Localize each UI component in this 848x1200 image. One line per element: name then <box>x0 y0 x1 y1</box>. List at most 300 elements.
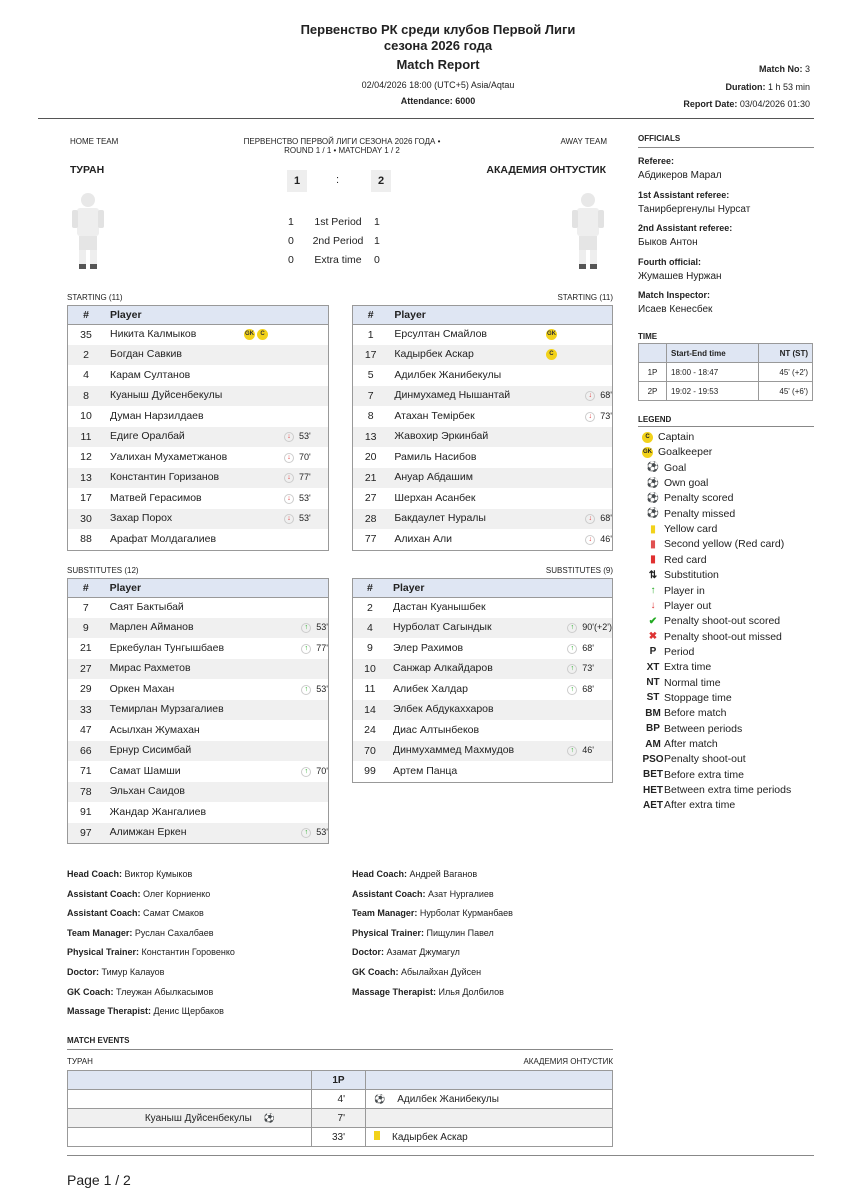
col-number: # <box>353 579 387 597</box>
sub-minute: 53' <box>299 492 311 503</box>
period-label: Extra time <box>314 253 362 266</box>
staff-row <box>352 967 481 977</box>
player-row <box>68 720 328 741</box>
captain-icon: C <box>546 349 557 360</box>
abbrev-label: ST <box>646 692 660 704</box>
player-number: 21 <box>79 642 92 655</box>
staff-row <box>67 987 213 997</box>
player-name: Саят Бактыбай <box>109 601 184 613</box>
staff-row <box>67 869 192 879</box>
player-in-icon: ↑ <box>301 685 311 695</box>
legend-label: Before match <box>664 707 727 720</box>
events-divider <box>67 1049 613 1050</box>
legend-label: Player out <box>664 599 712 612</box>
col-number: # <box>353 306 388 324</box>
player-name: Богдан Савкив <box>104 345 244 366</box>
player-row <box>353 529 612 550</box>
officials-title: OFFICIALS <box>638 134 681 143</box>
events-away-team: АКАДЕМИЯ ОНТУСТИК <box>523 1057 613 1066</box>
legend-divider <box>638 426 814 427</box>
period-home-score: 0 <box>288 234 294 247</box>
staff-name: Олег Корниенко <box>140 888 211 899</box>
legend-item <box>642 538 784 550</box>
player-name: Арафат Молдагалиев <box>110 532 217 545</box>
legend-label: Penalty shoot-out missed <box>664 630 782 643</box>
player-row <box>68 679 328 700</box>
abbrev-label: BM <box>645 707 661 719</box>
legend-item <box>642 615 780 627</box>
player-name: Ануар Абдашим <box>388 468 546 489</box>
player-row <box>68 638 328 659</box>
sub-minute: 53' <box>316 683 328 694</box>
player-name: Ерсултан Смайлов <box>394 328 488 340</box>
staff-name: Азамат Джумагул <box>384 947 460 958</box>
staff-role: Head Coach: <box>352 869 408 879</box>
player-row <box>353 741 612 762</box>
home-score: 1 <box>287 170 307 192</box>
player-row <box>353 700 612 721</box>
official-name: Танирбергенулы Нурсат <box>638 203 751 215</box>
legend-label: After match <box>664 738 718 750</box>
staff-role: Massage Therapist: <box>67 1006 152 1017</box>
staff-role: Team Manager: <box>67 927 133 938</box>
legend-title: LEGEND <box>638 415 672 424</box>
away-subs-label: SUBSTITUTES (9) <box>545 566 613 575</box>
player-row <box>68 365 328 386</box>
player-number: 35 <box>80 328 92 341</box>
player-name: Шерхан Асанбек <box>394 491 476 504</box>
staff-name: Нурболат Курманбаев <box>417 908 513 919</box>
player-row <box>353 447 612 468</box>
player-number: 77 <box>364 533 377 546</box>
staff-name: Тимур Калауов <box>99 967 165 977</box>
penalty-scored-icon: ⚽ <box>646 492 660 504</box>
player-name: Никита Калмыков <box>110 328 197 340</box>
player-name: Еркебулан Тунгышбаев <box>109 641 225 654</box>
player-in-icon: ↑ <box>301 828 311 838</box>
player-out-icon: ↓ <box>585 391 595 401</box>
penalty-missed-icon: ⚽ <box>646 508 660 520</box>
player-number: 27 <box>68 659 104 680</box>
legend-label: Red card <box>664 553 707 566</box>
player-out-icon: ↓ <box>585 412 595 422</box>
goalkeeper-icon: GK <box>642 447 653 458</box>
event-minute: 33' <box>312 1128 366 1147</box>
player-name: Куаныш Дуйсенбекулы <box>104 386 244 407</box>
home-team-name: ТУРАН <box>70 164 105 176</box>
abbrev-label: PSO <box>642 753 664 765</box>
player-number: 21 <box>353 468 388 489</box>
event-row <box>68 1128 613 1147</box>
period-row <box>288 231 388 250</box>
round-info: ROUND 1 / 1 • MATCHDAY 1 / 2 <box>284 146 400 155</box>
legend-item <box>642 769 744 781</box>
player-row <box>353 386 612 407</box>
player-row <box>353 761 612 782</box>
player-number: 17 <box>80 492 92 505</box>
official-role: Referee: <box>638 156 675 166</box>
legend-label: Between extra time periods <box>664 784 792 797</box>
substitution-icon: ⇅ <box>648 569 658 581</box>
player-number: 14 <box>353 700 387 721</box>
player-name: Константин Горизанов <box>104 468 244 489</box>
captain-icon: C <box>257 329 268 340</box>
player-name: Алибек Халдар <box>392 682 468 695</box>
col-player: Player <box>104 579 328 597</box>
staff-role: GK Coach: <box>352 967 399 977</box>
legend-item <box>642 677 721 689</box>
player-name: Уалихан Мухаметжанов <box>110 450 228 463</box>
officials-divider <box>638 147 814 148</box>
period-row <box>288 250 388 269</box>
player-number: 12 <box>80 451 92 464</box>
player-name: Элер Рахимов <box>392 641 464 654</box>
red-card-icon: ▮ <box>650 554 656 566</box>
player-name: Адилбек Жанибекулы <box>394 368 502 381</box>
staff-row <box>352 928 494 938</box>
legend-label: Captain <box>658 431 695 443</box>
player-row <box>68 700 328 721</box>
staff-row <box>352 947 460 957</box>
yellow-card-icon: ▮ <box>650 523 656 535</box>
player-name: Динмухаммед Махмудов <box>387 741 531 762</box>
player-row <box>353 638 612 659</box>
player-name: Алихан Али <box>394 532 453 545</box>
period-home-score: 1 <box>288 215 294 228</box>
home-starting-label: STARTING (11) <box>67 293 123 302</box>
away-score: 2 <box>371 170 391 192</box>
sub-minute: 70' <box>299 451 311 462</box>
player-row <box>68 427 328 448</box>
own-goal-icon: ⚽ <box>646 477 660 489</box>
home-subs-label: SUBSTITUTES (12) <box>67 566 139 575</box>
legend-item <box>642 523 717 535</box>
abbrev-label: AM <box>645 738 661 750</box>
legend-item <box>642 631 782 643</box>
player-out-icon: ↓ <box>650 600 656 612</box>
player-name: Захар Порох <box>104 509 244 530</box>
player-out-icon: ↓ <box>284 494 294 504</box>
col-number: # <box>68 579 104 597</box>
official-role: Fourth official: <box>638 256 701 267</box>
abbrev-label: BP <box>646 723 660 735</box>
staff-name: Пищулин Павел <box>424 927 494 938</box>
player-number: 13 <box>353 427 388 448</box>
legend-item <box>642 753 746 765</box>
player-number: 17 <box>353 345 388 366</box>
staff-role: Assistant Coach: <box>67 908 141 919</box>
player-number: 78 <box>68 782 104 803</box>
legend-label: Substitution <box>664 569 719 582</box>
player-number: 4 <box>353 618 387 639</box>
player-row <box>68 488 328 509</box>
player-row <box>68 618 328 639</box>
period-away-score: 1 <box>374 234 380 247</box>
sub-minute: 68' <box>582 683 595 694</box>
sub-minute: 77' <box>316 642 328 653</box>
page-number: Page 1 / 2 <box>67 1172 131 1188</box>
player-out-icon: ↓ <box>585 514 595 524</box>
legend-item <box>642 462 686 474</box>
player-row <box>353 679 612 700</box>
time-row: 2P 19:02 - 19:53 45' (+6') <box>639 382 813 401</box>
attendance: Attendance: 6000 <box>400 96 476 106</box>
report-title-line2: сезона 2026 года <box>383 38 493 53</box>
abbrev-label: NT <box>646 677 660 689</box>
player-name: Диас Алтынбеков <box>392 723 480 736</box>
sub-minute: 53' <box>316 827 328 838</box>
col-player: Player <box>104 306 328 324</box>
legend-label: Penalty shoot-out scored <box>664 615 781 628</box>
legend-label: Extra time <box>664 661 712 674</box>
player-row <box>353 406 612 427</box>
player-name: Карам Султанов <box>110 368 191 381</box>
official-role: Match Inspector: <box>638 290 711 300</box>
sub-minute: 77' <box>299 472 311 483</box>
period-home-score: 0 <box>288 253 294 266</box>
goalkeeper-icon: GK <box>546 329 557 340</box>
event-home-player: Куаныш Дуйсенбекулы <box>144 1112 252 1124</box>
staff-name: Тлеужан Абылкасымов <box>113 986 214 997</box>
player-out-icon: ↓ <box>284 453 294 463</box>
player-number: 13 <box>68 468 104 489</box>
home-kit-icon <box>70 188 106 274</box>
legend-label: Goal <box>664 461 687 474</box>
staff-name: Руслан Сахалбаев <box>132 927 214 938</box>
player-name: Нурболат Сагындык <box>387 618 531 639</box>
match-no: Match No: 3 <box>758 64 810 74</box>
player-name: Динмухамед Нышантай <box>388 386 546 407</box>
player-in-icon: ↑ <box>650 585 656 596</box>
legend-item <box>642 661 711 673</box>
player-name: Алимжан Еркен <box>104 823 262 844</box>
staff-row <box>352 908 513 918</box>
col-number: # <box>68 306 104 324</box>
player-name: Оркен Махан <box>109 682 175 695</box>
abbrev-label: XT <box>646 661 660 673</box>
staff-role: Physical Trainer: <box>352 927 425 938</box>
legend-label: Penalty scored <box>664 492 734 505</box>
player-row <box>68 386 328 407</box>
player-number: 5 <box>367 369 374 382</box>
player-row <box>68 659 328 680</box>
player-in-icon: ↑ <box>301 644 311 654</box>
staff-name: Денис Щербаков <box>151 1006 224 1017</box>
legend-item <box>642 646 694 658</box>
official-role: 2nd Assistant referee: <box>638 223 733 233</box>
official-role: 1st Assistant referee: <box>638 189 730 200</box>
player-row <box>68 447 328 468</box>
player-number: 20 <box>364 451 377 464</box>
player-number: 10 <box>353 659 387 680</box>
player-number: 2 <box>367 601 373 614</box>
player-number: 1 <box>367 328 374 341</box>
staff-role: Doctor: <box>67 967 99 977</box>
staff-row <box>67 967 164 977</box>
player-number: 10 <box>80 410 92 423</box>
events-table <box>67 1070 613 1147</box>
player-number: 91 <box>79 806 92 819</box>
player-in-icon: ↑ <box>567 644 577 654</box>
player-row <box>68 802 328 823</box>
yellow-card-icon <box>374 1131 380 1140</box>
report-date: Report Date: 03/04/2026 01:30 <box>683 99 810 109</box>
player-name: Санжар Алкайдаров <box>387 659 531 680</box>
period-row <box>288 212 388 231</box>
staff-name: Константин Горовенко <box>139 947 235 958</box>
legend-label: Yellow card <box>664 523 718 536</box>
abbrev-label: AET <box>643 799 663 811</box>
abbrev-label: BET <box>643 769 663 781</box>
time-row: 1P 18:00 - 18:47 45' (+2') <box>639 363 813 382</box>
duration: Duration: 1 h 53 min <box>725 82 810 92</box>
player-name: Атахан Темірбек <box>394 409 475 422</box>
player-out-icon: ↓ <box>284 473 294 483</box>
player-number: 11 <box>364 683 376 696</box>
legend-label: Goalkeeper <box>658 446 713 459</box>
player-row <box>68 509 328 530</box>
legend-label: Before extra time <box>664 768 744 781</box>
sub-minute: 53' <box>299 513 311 524</box>
period-away-score: 0 <box>374 253 380 266</box>
legend-label: Penalty shoot-out <box>664 753 746 766</box>
sub-minute: 68' <box>600 513 612 524</box>
goal-icon: ⚽ <box>374 1093 386 1104</box>
player-row <box>353 597 612 618</box>
legend-label: Player in <box>664 584 705 597</box>
legend-item <box>642 784 791 796</box>
player-row <box>68 345 328 366</box>
sub-minute: 73' <box>600 410 612 421</box>
player-number: 4 <box>83 369 89 382</box>
events-home-team: ТУРАН <box>67 1057 93 1066</box>
player-number: 9 <box>367 642 373 655</box>
player-in-icon: ↑ <box>567 623 577 633</box>
header-divider <box>38 118 814 119</box>
period-scores <box>288 212 388 269</box>
legend-item <box>642 723 742 735</box>
legend-item <box>642 492 733 504</box>
player-out-icon: ↓ <box>284 514 294 524</box>
staff-role: Assistant Coach: <box>67 888 141 899</box>
player-row <box>68 406 328 427</box>
player-name: Жавохир Эркинбай <box>388 427 546 448</box>
official-name: Жумашев Нуржан <box>638 270 722 282</box>
player-row <box>68 468 328 489</box>
away-team-name: АКАДЕМИЯ ОНТУСТИК <box>486 164 606 176</box>
staff-row <box>352 869 477 879</box>
event-away-player: Адилбек Жанибекулы <box>397 1093 499 1105</box>
sub-minute: 73' <box>582 663 595 674</box>
player-number: 70 <box>353 741 387 762</box>
player-number: 2 <box>68 345 104 366</box>
player-name: Думан Нарзилдаев <box>110 409 204 422</box>
match-datetime: 02/04/2026 18:00 (UTC+5) Asia/Aqtau <box>361 80 515 90</box>
player-row <box>68 741 328 762</box>
staff-role: Head Coach: <box>67 869 123 879</box>
player-row <box>68 823 328 844</box>
legend-item <box>642 707 726 719</box>
legend-label: Between periods <box>664 722 743 735</box>
player-name: Артем Панца <box>392 764 458 777</box>
staff-name: Абылайхан Дуйсен <box>398 967 482 977</box>
shootout-missed-icon: ✖ <box>648 631 658 643</box>
legend-item <box>642 585 705 597</box>
sub-minute: 70' <box>316 765 328 776</box>
sub-minute: 53' <box>299 431 311 442</box>
away-starting-label: STARTING (11) <box>557 293 613 302</box>
staff-name: Илья Долбилов <box>436 986 504 997</box>
event-minute: 4' <box>312 1090 366 1109</box>
legend-label: Second yellow (Red card) <box>664 538 785 551</box>
away-kit-icon <box>570 188 606 274</box>
player-row <box>68 597 328 618</box>
goal-icon: ⚽ <box>646 462 660 474</box>
legend-label: Own goal <box>664 477 709 490</box>
competition-name: ПЕРВЕНСТВО ПЕРВОЙ ЛИГИ СЕЗОНА 2026 ГОДА • <box>243 137 441 146</box>
period-away-score: 1 <box>374 215 380 228</box>
player-row <box>353 509 612 530</box>
legend-label: Normal time <box>664 676 721 689</box>
staff-name: Самат Смаков <box>140 908 204 919</box>
player-name: Жандар Жангалиев <box>109 805 207 818</box>
staff-row <box>67 928 214 938</box>
event-minute: 7' <box>312 1109 366 1128</box>
legend-label: Stoppage time <box>664 691 732 704</box>
legend-item <box>642 692 732 704</box>
home-team-label: HOME TEAM <box>70 137 119 146</box>
staff-row <box>67 908 204 918</box>
event-row <box>68 1090 613 1109</box>
player-row <box>68 782 328 803</box>
player-number: 27 <box>364 492 377 505</box>
staff-row <box>67 1006 224 1016</box>
player-row <box>68 761 328 782</box>
captain-icon: C <box>642 432 653 443</box>
report-title-line1: Первенство РК среди клубов Первой Лиги <box>300 22 576 37</box>
player-in-icon: ↑ <box>301 767 311 777</box>
player-number: 97 <box>68 823 104 844</box>
time-title: TIME <box>638 332 658 341</box>
player-row <box>353 488 612 509</box>
player-number: 66 <box>68 741 104 762</box>
player-in-icon: ↑ <box>301 623 311 633</box>
player-number: 33 <box>68 700 104 721</box>
staff-name: Виктор Кумыков <box>122 869 193 879</box>
col-player: Player <box>388 306 612 324</box>
player-row <box>353 345 612 366</box>
shootout-scored-icon: ✔ <box>648 615 658 627</box>
player-row <box>353 659 612 680</box>
player-name: Ернур Сисимбай <box>104 741 262 762</box>
player-name: Самат Шамши <box>109 764 181 777</box>
sub-minute: 90'(+2') <box>582 622 612 633</box>
legend-item <box>642 446 712 458</box>
legend-item <box>642 477 708 489</box>
legend-item <box>642 569 719 581</box>
staff-row <box>67 889 210 899</box>
player-number: 8 <box>68 386 104 407</box>
player-row <box>68 324 328 345</box>
legend-item <box>642 738 718 750</box>
report-title-line3: Match Report <box>396 57 480 72</box>
second-yellow-icon: ▮ <box>650 538 656 550</box>
event-row <box>68 1109 613 1128</box>
abbrev-label: P <box>649 646 657 658</box>
player-number: 9 <box>68 618 104 639</box>
player-name: Дастан Куанышбек <box>392 601 486 613</box>
goal-icon: ⚽ <box>263 1112 275 1123</box>
